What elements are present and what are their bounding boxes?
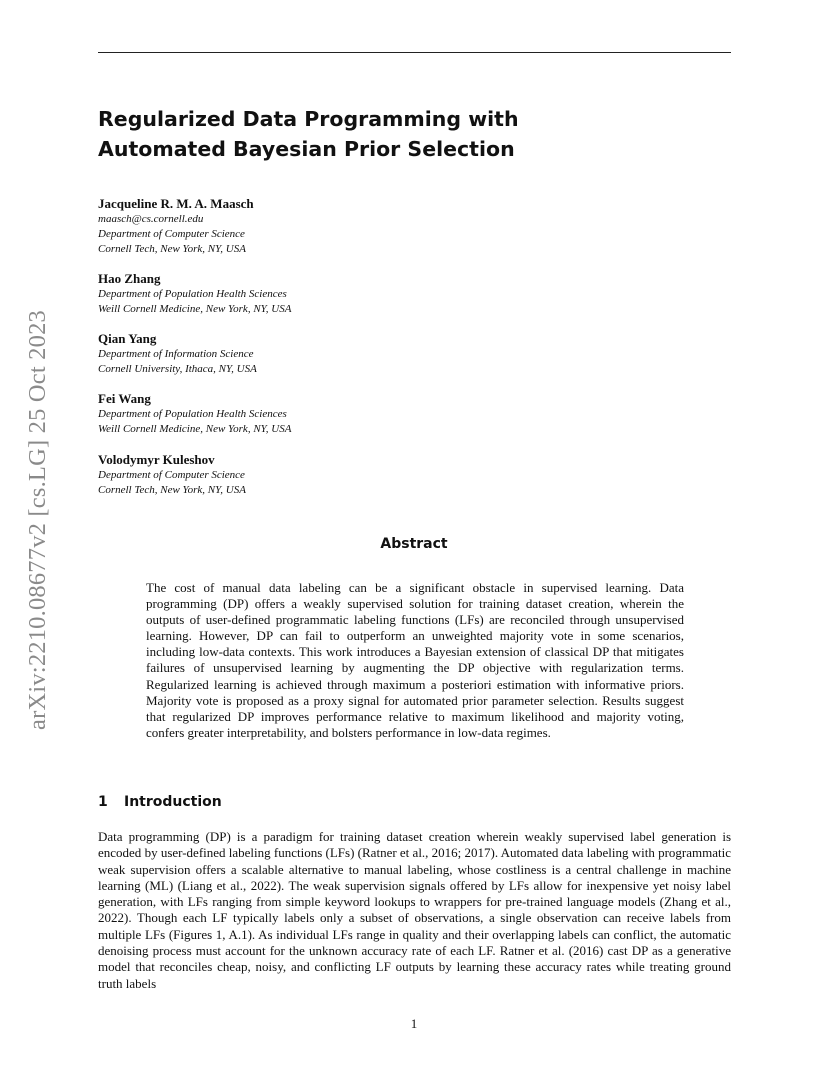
page-number: 1 (410, 1016, 418, 1031)
abstract-text: The cost of manual data labeling can be a significant obstacle in supervised learning. Data programming (DP) offers a weakly supervised solution for training dataset creation, wherein the outputs of user-defined programmatic labeling functions (LFs) are reconciled through unsupervised learning. However, DP can fail to outperform an unweighted majority vote in some scenarios, including low-data contexts. This work introduces a Bayesian extension of classical DP that mitigates failures of unsupervised learning by augmenting the DP objective with regularization terms. Regularized learning is achieved through maximum a posteriori estimation with informative priors. Majority vote is proposed as a proxy signal for automated prior parameter selection. Results suggest that regularized DP improves performance relative to maximum likelihood and majority voting, confers greater interpretability, and bolsters performance in low-data regimes. (146, 580, 684, 740)
author-block (98, 391, 291, 437)
arxiv-identifier-stamp: arXiv:2210.08677v2 [cs.LG] 25 Oct 2023 (24, 310, 51, 730)
author-department: Department of Computer Science (98, 469, 245, 481)
paper-title (98, 104, 658, 164)
section-title: Introduction (124, 794, 222, 810)
author-email: maasch@cs.cornell.edu (98, 213, 204, 225)
author-department: Department of Information Science (98, 348, 254, 360)
author-block (98, 196, 254, 257)
introduction-paragraph: Data programming (DP) is a paradigm for training dataset creation wherein weakly supervised label generation is encoded by user-defined labeling functions (LFs) (Ratner et al., 2016; 2017). Automated data labeling with programmatic weak supervision offers a scalable alternative to manual labeling, whose costliness is a central challenge in machine learning (ML) (Liang et al., 2022). The weak supervision signals offered by LFs allow for inexpensive yet noisy label generation, with LFs ranging from simple keyword lookups to wrappers for pre-trained language models (Zhang et al., 2022). Though each LF typically labels only a subset of observations, a single observation can receive labels from multiple LFs (Figures 1, A.1). As individual LFs range in quality and their overlapping labels can conflict, the automatic denoising process must account for the unknown accuracy rate of each LF. Ratner et al. (2016) cast DP as a generative model that reconciles cheap, noisy, and conflicting LF outputs by learning these accuracy rates while treating ground truth labels (98, 829, 731, 991)
author-institution: Cornell Tech, New York, NY, USA (98, 243, 246, 255)
section-heading-introduction (98, 793, 222, 811)
paper-title-line-2: Automated Bayesian Prior Selection (98, 137, 515, 161)
author-institution: Weill Cornell Medicine, New York, NY, USA (98, 423, 292, 435)
author-institution: Weill Cornell Medicine, New York, NY, USA (98, 303, 292, 315)
author-department: Department of Population Health Sciences (98, 288, 287, 300)
author-department: Department of Population Health Sciences (98, 408, 287, 420)
section-number: 1 (98, 794, 108, 810)
author-block (98, 271, 291, 317)
author-block (98, 452, 246, 498)
header-rule (98, 52, 731, 53)
abstract-heading: Abstract (380, 536, 448, 552)
author-department: Department of Computer Science (98, 228, 245, 240)
author-institution: Cornell Tech, New York, NY, USA (98, 484, 246, 496)
author-name: Fei Wang (98, 391, 151, 406)
paper-title-line-1: Regularized Data Programming with (98, 107, 519, 131)
author-name: Volodymyr Kuleshov (98, 452, 215, 467)
author-name: Jacqueline R. M. A. Maasch (98, 196, 254, 211)
author-name: Qian Yang (98, 331, 157, 346)
author-block (98, 331, 257, 377)
author-name: Hao Zhang (98, 271, 161, 286)
author-institution: Cornell University, Ithaca, NY, USA (98, 363, 257, 375)
